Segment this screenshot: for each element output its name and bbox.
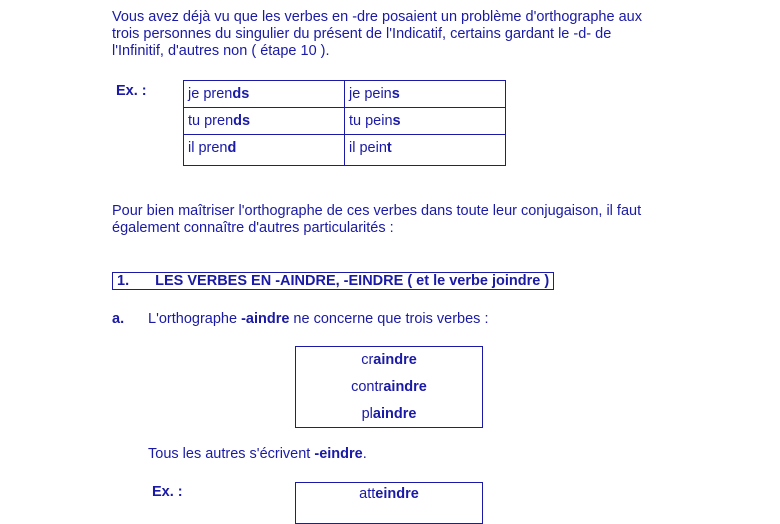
conjugation-table [183, 80, 506, 166]
list-item: atteindre [359, 486, 419, 502]
others-text: Tous les autres s'écrivent -eindre. [148, 446, 367, 462]
list-item: plaindre [361, 406, 417, 422]
intro-line-3: l'Infinitif, d'autres non ( étape 10 ). [112, 43, 330, 59]
intro-line-1: Vous avez déjà vu que les verbes en -dre posaient un problème d'orthographe aux [112, 9, 642, 25]
table-cell: je peins [345, 81, 506, 108]
table-row [184, 108, 506, 135]
table-cell: il prend [184, 135, 345, 166]
intro-line-2: trois personnes du singulier du présent de l'Indicatif, certains gardant le -d- de [112, 26, 612, 42]
table-row [184, 135, 506, 166]
example2-label: Ex. : [152, 484, 183, 500]
point-a-label: a. [112, 311, 125, 327]
para2-line-2: également connaître d'autres particularités : [112, 220, 394, 236]
section-title: LES VERBES EN -AINDRE, -EINDRE ( et le verbe joindre ) [155, 273, 550, 289]
point-a-text: L'orthographe -aindre ne concerne que trois verbes : [148, 311, 489, 327]
second-paragraph [112, 203, 705, 237]
table-cell: tu peins [345, 108, 506, 135]
section-heading [112, 272, 554, 290]
aindre-verbs-box [295, 346, 483, 428]
section-number: 1. [117, 273, 130, 289]
list-item: craindre [361, 352, 417, 368]
table-row [184, 81, 506, 108]
eindre-verbs-box [295, 482, 483, 524]
para2-line-1: Pour bien maîtriser l'orthographe de ces verbes dans toute leur conjugaison, il faut [112, 203, 642, 219]
intro-paragraph [112, 9, 705, 60]
table-cell: je prends [184, 81, 345, 108]
example-label: Ex. : [116, 83, 147, 99]
table-cell: il peint [345, 135, 506, 166]
table-cell: tu prends [184, 108, 345, 135]
list-item: contraindre [351, 379, 427, 395]
